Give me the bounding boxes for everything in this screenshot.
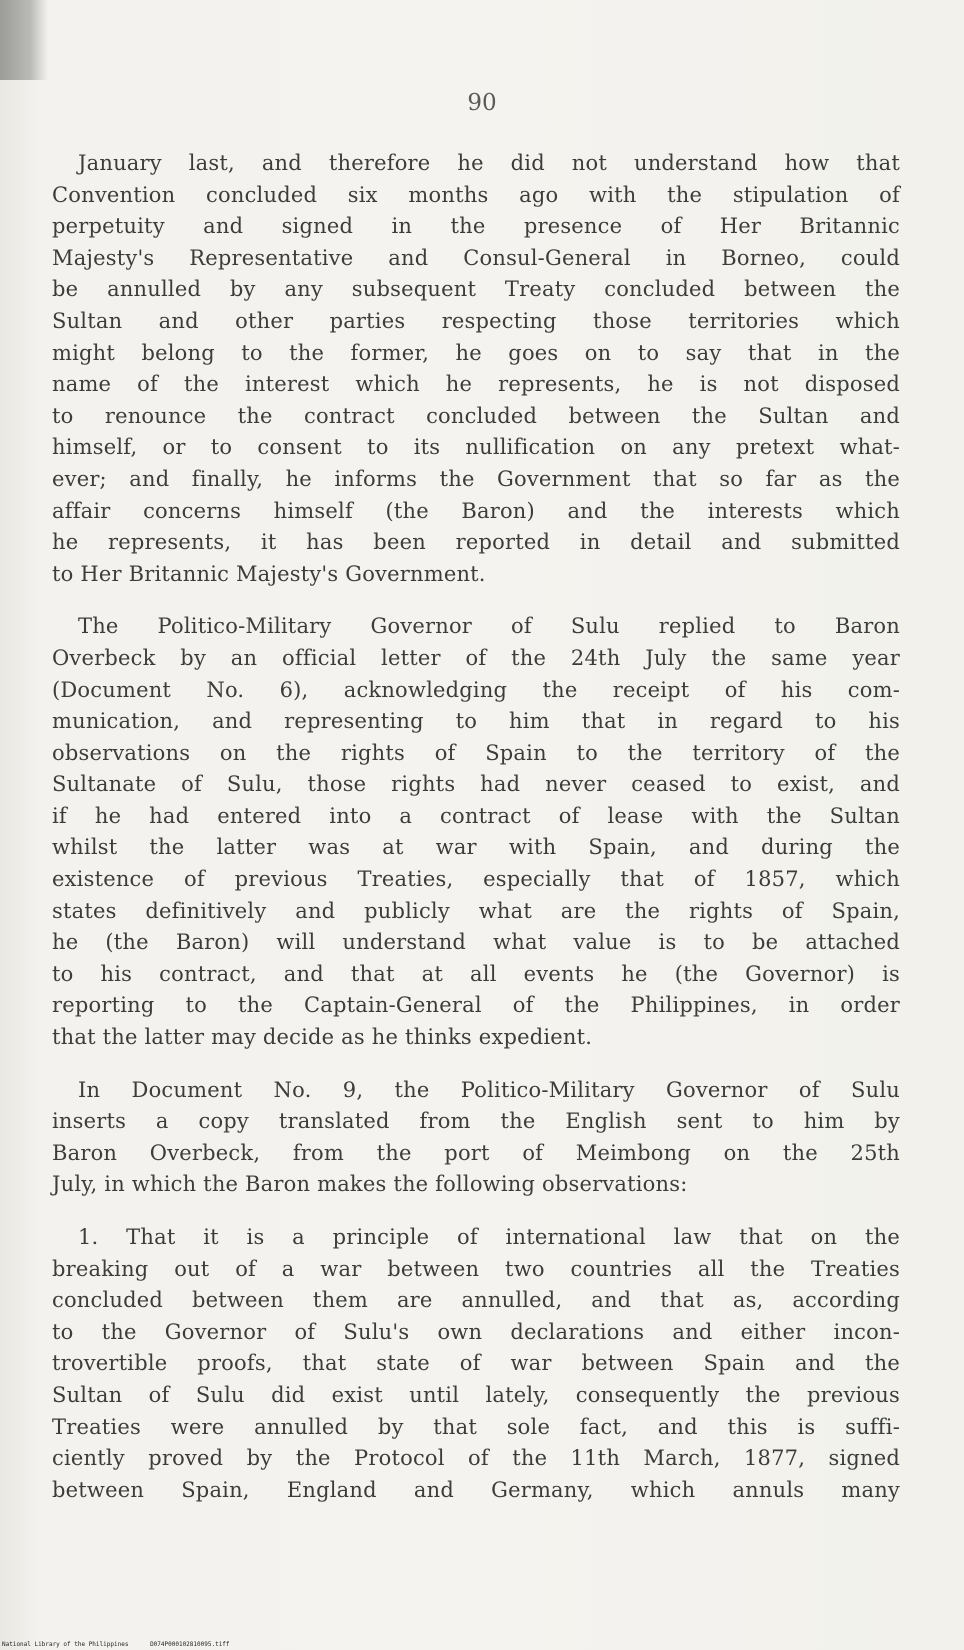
text-line: Overbeck by an official letter of the 24th July the same year [52, 645, 900, 670]
text-line: be annulled by any subsequent Treaty concluded between the [52, 277, 900, 302]
text-line: reporting to the Captain-General of the Philippines, in order [52, 993, 900, 1018]
text-line: that the latter may decide as he thinks expedient. [52, 1025, 593, 1050]
text-line: concluded between them are annulled, and that as, according [52, 1288, 900, 1313]
paragraph [52, 148, 900, 590]
text-line: Majesty's Representative and Consul-General in Borneo, could [52, 245, 900, 270]
text-line: to Her Britannic Majesty's Government. [52, 561, 486, 586]
text-line: states definitively and publicly what are the rights of Spain, [52, 898, 900, 923]
text-line: he represents, it has been reported in detail and submitted [52, 530, 900, 555]
text-line: munication, and representing to him that in regard to his [52, 709, 900, 734]
text-line: breaking out of a war between two countries all the Treaties [52, 1256, 900, 1281]
text-line: Baron Overbeck, from the port of Meimbong on the 25th [52, 1140, 900, 1165]
text-line: to the Governor of Sulu's own declarations and either incon- [52, 1319, 900, 1344]
binding-shadow [0, 0, 48, 80]
footer-file: D074P000102810095.tiff [150, 1641, 230, 1648]
text-line: In Document No. 9, the Politico-Military Governor of Sulu [78, 1077, 900, 1102]
text-line: existence of previous Treaties, especially that of 1857, which [52, 867, 900, 892]
text-line: Sultan and other parties respecting those territories which [52, 308, 900, 333]
text-line: trovertible proofs, that state of war between Spain and the [52, 1351, 900, 1376]
footer-library: National Library of the Philippines [2, 1641, 129, 1648]
body-text [52, 148, 900, 1527]
text-line: July, in which the Baron makes the following observations: [52, 1172, 688, 1197]
text-line: inserts a copy translated from the English sent to him by [52, 1109, 900, 1134]
paragraph [52, 611, 900, 1053]
text-line: January last, and therefore he did not understand how that [78, 151, 900, 175]
scan-footer [2, 1641, 248, 1648]
text-line: Treaties were annulled by that sole fact, and this is suffi- [52, 1414, 900, 1439]
text-line: perpetuity and signed in the presence of Her Britannic [52, 214, 900, 239]
text-line: Sultan of Sulu did exist until lately, consequently the previous [52, 1382, 900, 1407]
text-line: if he had entered into a contract of lease with the Sultan [52, 803, 900, 828]
text-line: Convention concluded six months ago with the stipulation of [52, 182, 900, 207]
text-line: The Politico-Military Governor of Sulu replied to Baron [78, 614, 900, 639]
text-line: 1. That it is a principle of international law that on the [78, 1225, 900, 1249]
text-line: to his contract, and that at all events he (the Governor) is [52, 961, 900, 986]
text-line: (Document No. 6), acknowledging the receipt of his com- [52, 677, 900, 702]
text-line: to renounce the contract concluded between the Sultan and [52, 403, 900, 428]
text-line: Sultanate of Sulu, those rights had never ceased to exist, and [52, 772, 900, 797]
text-line: observations on the rights of Spain to the territory of the [52, 740, 900, 765]
paragraph [52, 1075, 900, 1201]
text-line: might belong to the former, he goes on to say that in the [52, 340, 900, 365]
text-line: name of the interest which he represents, he is not disposed [52, 372, 900, 397]
page-number: 90 [467, 90, 497, 116]
text-line: between Spain, England and Germany, which annuls many [52, 1477, 900, 1502]
paragraph [52, 1222, 900, 1506]
text-line: he (the Baron) will understand what value is to be attached [52, 930, 900, 955]
text-line: ever; and finally, he informs the Government that so far as the [52, 466, 900, 491]
text-line: ciently proved by the Protocol of the 11th March, 1877, signed [52, 1446, 900, 1471]
text-line: himself, or to consent to its nullification on any pretext what- [52, 435, 900, 460]
text-line: affair concerns himself (the Baron) and the interests which [52, 498, 900, 523]
text-line: whilst the latter was at war with Spain, and during the [52, 835, 900, 860]
